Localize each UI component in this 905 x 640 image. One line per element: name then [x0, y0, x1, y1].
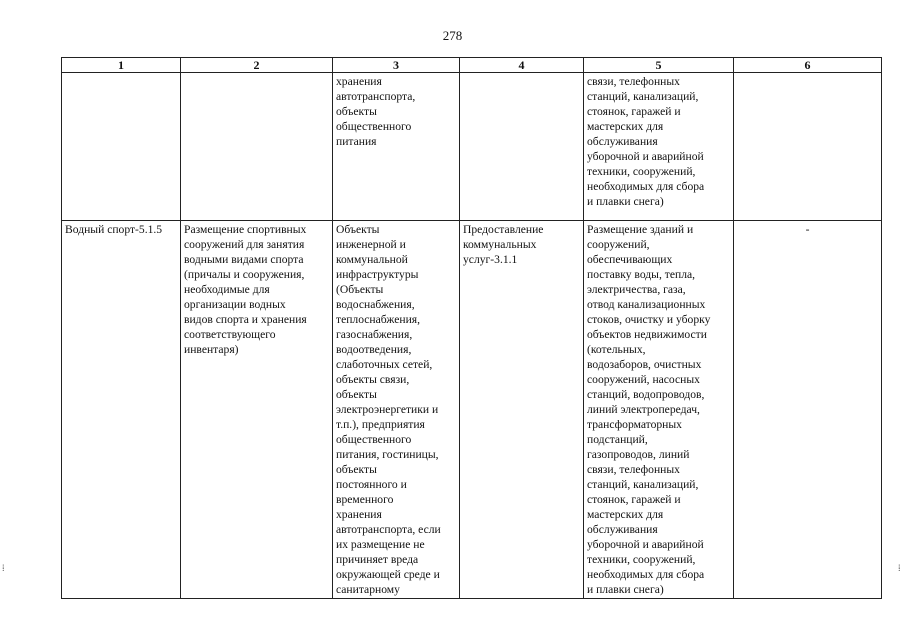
cell-text-line: питания: [336, 135, 377, 148]
cell-text-line: объектов недвижимости: [587, 328, 707, 341]
cell-text-line: причиняет вреда: [336, 553, 419, 566]
cell-text-line: сооружений,: [587, 238, 650, 251]
cell-text-line: постоянного и: [336, 478, 407, 491]
cell-conditional-use: [333, 221, 460, 599]
cell-text-line: газоснабжения,: [336, 328, 413, 341]
cell-parameters: [734, 73, 882, 221]
cell-text-line: Размещение зданий и: [587, 223, 694, 236]
cell-auxiliary-description: [584, 221, 734, 599]
cell-text-line: (Объекты: [336, 283, 384, 296]
cell-text-line: стоянок, гаражей и: [587, 105, 681, 118]
cell-text-line: соответствующего: [184, 328, 276, 341]
cell-text-line: обеспечивающих: [587, 253, 673, 266]
cell-text-line: отвод канализационных: [587, 298, 706, 311]
cell-text-line: мастерских для: [587, 508, 664, 521]
cell-text-line: Объекты: [336, 223, 380, 236]
cell-text-line: связи, телефонных: [587, 75, 680, 88]
cell-land-use-type: [62, 221, 181, 599]
cell-text-line: организации водных: [184, 298, 286, 311]
cell-text-line: Предоставление: [463, 223, 544, 236]
cell-conditional-use: [333, 73, 460, 221]
cell-text-line: необходимых для сбора: [587, 180, 705, 193]
cell-text-line: окружающей среде и: [336, 568, 440, 581]
cell-text-line: и плавки снега): [587, 583, 664, 596]
cell-text-line: обслуживания: [587, 523, 658, 536]
cell-text-line: услуг-3.1.1: [463, 253, 518, 266]
cell-auxiliary-use: [460, 221, 584, 599]
cell-text-line: коммунальных: [463, 238, 537, 251]
cell-text-line: водными видами спорта: [184, 253, 304, 266]
cell-text-line: Водный спорт-5.1.5: [65, 223, 163, 236]
cell-text-line: хранения: [336, 508, 382, 521]
cell-text-line: водозаборов, очистных: [587, 358, 702, 371]
cell-text-line: техники, сооружений,: [587, 553, 696, 566]
cell-auxiliary-description: [584, 73, 734, 221]
cell-text-line: и плавки снега): [587, 195, 664, 208]
cell-text-line: водоснабжения,: [336, 298, 415, 311]
cell-text-line: стоков, очистку и уборку: [587, 313, 711, 326]
cell-description: [181, 73, 333, 221]
cell-text-line: подстанций,: [587, 433, 648, 446]
cell-text-line: объекты связи,: [336, 373, 410, 386]
cell-text-line: общественного: [336, 433, 412, 446]
cell-text-line: слаботочных сетей,: [336, 358, 433, 371]
column-header: 5: [584, 58, 734, 73]
cell-text-line: инфраструктуры: [336, 268, 419, 281]
cell-text-line: газопроводов, линий: [587, 448, 690, 461]
cell-text-line: общественного: [336, 120, 412, 133]
scan-edge-mark-right: ⁞: [898, 563, 901, 573]
cell-text-line: сооружений, насосных: [587, 373, 700, 386]
column-header: 2: [181, 58, 333, 73]
table-row: [62, 221, 882, 599]
cell-text-line: питания, гостиницы,: [336, 448, 439, 461]
cell-text-line: обслуживания: [587, 135, 658, 148]
cell-text-line: видов спорта и хранения: [184, 313, 307, 326]
cell-land-use-type: [62, 73, 181, 221]
cell-text-line: их размещение не: [336, 538, 425, 551]
cell-text-line: станций, канализаций,: [587, 90, 699, 103]
cell-text-line: необходимых для сбора: [587, 568, 705, 581]
cell-text-line: санитарному: [336, 583, 400, 596]
cell-text-line: теплоснабжения,: [336, 313, 421, 326]
cell-text-line: связи, телефонных: [587, 463, 680, 476]
cell-text-line: станций, канализаций,: [587, 478, 699, 491]
cell-text-line: объекты: [336, 105, 377, 118]
cell-text-line: (причалы и сооружения,: [184, 268, 305, 281]
cell-text-line: уборочной и аварийной: [587, 150, 704, 163]
cell-text-line: коммунальной: [336, 253, 408, 266]
cell-text-line: сооружений для занятия: [184, 238, 305, 251]
cell-auxiliary-use: [460, 73, 584, 221]
column-header: 1: [62, 58, 181, 73]
cell-text-line: объекты: [336, 388, 377, 401]
column-header: 6: [734, 58, 882, 73]
cell-text-line: поставку воды, тепла,: [587, 268, 696, 281]
cell-text-line: стоянок, гаражей и: [587, 493, 681, 506]
column-header: 4: [460, 58, 584, 73]
cell-text-line: электричества, газа,: [587, 283, 686, 296]
page-number: 278: [442, 28, 463, 43]
cell-text-line: необходимые для: [184, 283, 270, 296]
cell-text-line: объекты: [336, 463, 377, 476]
cell-text-line: т.п.), предприятия: [336, 418, 425, 431]
scan-edge-mark-left: ⁞: [2, 563, 5, 573]
cell-text-line: электроэнергетики и: [336, 403, 439, 416]
cell-text-line: уборочной и аварийной: [587, 538, 704, 551]
cell-text-line: станций, водопроводов,: [587, 388, 705, 401]
cell-text-line: инвентаря): [184, 343, 239, 356]
cell-text-line: Размещение спортивных: [184, 223, 307, 236]
cell-text-line: -: [805, 223, 810, 236]
cell-text-line: хранения: [336, 75, 382, 88]
table-header-row: [62, 58, 882, 73]
cell-text-line: техники, сооружений,: [587, 165, 696, 178]
cell-text-line: трансформаторных: [587, 418, 682, 431]
table-row: [62, 73, 882, 221]
cell-parameters: [734, 221, 882, 599]
cell-text-line: (котельных,: [587, 343, 646, 356]
cell-text-line: временного: [336, 493, 394, 506]
land-use-table: [61, 57, 882, 599]
cell-text-line: линий электропередач,: [587, 403, 700, 416]
cell-text-line: автотранспорта, если: [336, 523, 441, 536]
cell-text-line: мастерских для: [587, 120, 664, 133]
column-header: 3: [333, 58, 460, 73]
cell-text-line: водоотведения,: [336, 343, 412, 356]
cell-text-line: автотранспорта,: [336, 90, 416, 103]
cell-text-line: инженерной и: [336, 238, 406, 251]
cell-description: [181, 221, 333, 599]
